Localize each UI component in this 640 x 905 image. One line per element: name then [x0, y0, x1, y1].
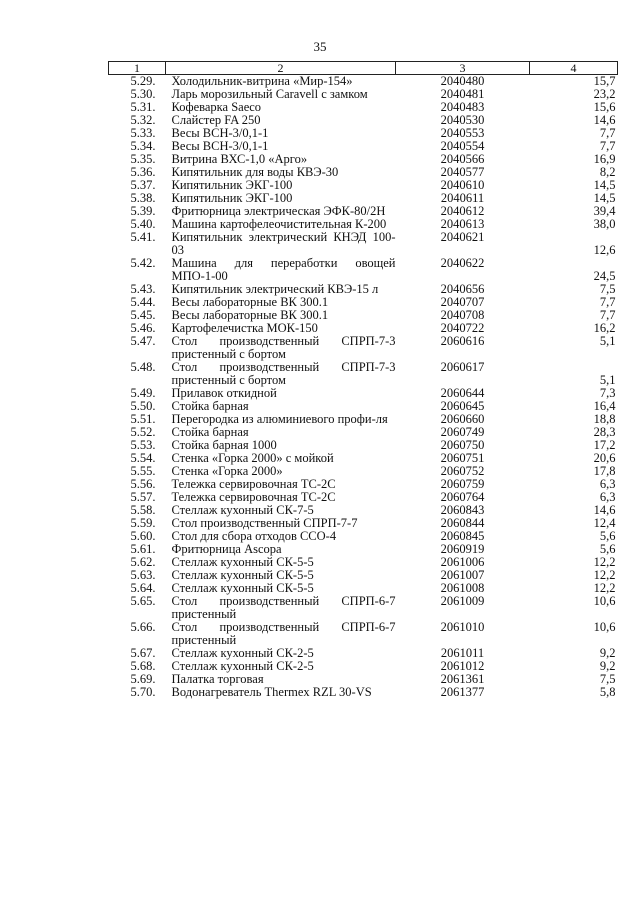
item-value: 14,6	[593, 113, 616, 127]
inventory-code: 2061012	[440, 659, 485, 673]
item-value: 10,6	[593, 594, 616, 608]
item-value: 20,6	[593, 451, 616, 465]
item-value: 12,2	[593, 555, 616, 569]
inventory-code: 2040554	[440, 139, 485, 153]
inventory-code: 2040656	[440, 282, 485, 296]
item-name: Стойка барная	[171, 425, 249, 439]
item-name: Кофеварка Saeco	[171, 100, 262, 114]
item-name: Фритюрница электрическая ЭФК-80/2Н	[171, 204, 386, 218]
item-number: 5.60.	[130, 529, 156, 543]
column-header: 2	[166, 62, 396, 75]
item-name: Стеллаж кухонный СК-5-5	[171, 581, 314, 595]
item-number: 5.59.	[130, 516, 156, 530]
item-number: 5.55.	[130, 464, 156, 478]
table-header-row	[109, 62, 618, 75]
item-number: 5.44.	[130, 295, 156, 309]
inventory-code: 2061007	[440, 568, 485, 582]
inventory-code: 2061006	[440, 555, 485, 569]
inventory-code: 2060644	[440, 386, 485, 400]
item-number: 5.31.	[130, 100, 156, 114]
item-value: 12,2	[593, 568, 616, 582]
item-name: Весы ВСН-3/0,1-1	[171, 139, 269, 153]
inventory-code: 2040480	[440, 74, 485, 88]
item-value: 5,1	[599, 373, 616, 387]
item-number: 5.68.	[130, 659, 156, 673]
item-value: 7,3	[599, 386, 616, 400]
item-name: Витрина ВХС-1,0 «Арго»	[171, 152, 308, 166]
item-name: Палатка торговая	[171, 672, 264, 686]
item-number: 5.58.	[130, 503, 156, 517]
item-value: 5,6	[599, 542, 616, 556]
inventory-code: 2060759	[440, 477, 485, 491]
item-value: 8,2	[599, 165, 616, 179]
inventory-code: 2060845	[440, 529, 485, 543]
inventory-code: 2040613	[440, 217, 485, 231]
item-name: Прилавок откидной	[171, 386, 277, 400]
inventory-code: 2060844	[440, 516, 485, 530]
item-name: Фритюрница Ascopa	[171, 542, 282, 556]
column-header: 3	[396, 62, 530, 75]
item-value: 7,7	[599, 139, 616, 153]
table-row	[109, 361, 618, 387]
item-number: 5.49.	[130, 386, 156, 400]
inventory-code: 2060919	[440, 542, 485, 556]
item-number: 5.37.	[130, 178, 156, 192]
item-name: Весы лабораторные ВК 300.1	[171, 295, 329, 309]
item-value: 28,3	[593, 425, 616, 439]
inventory-code: 2061010	[440, 620, 485, 634]
item-number: 5.39.	[130, 204, 156, 218]
item-number: 5.46.	[130, 321, 156, 335]
item-value: 14,5	[593, 191, 616, 205]
inventory-code: 2040708	[440, 308, 485, 322]
item-number: 5.53.	[130, 438, 156, 452]
item-value: 12,2	[593, 581, 616, 595]
item-number: 5.63.	[130, 568, 156, 582]
item-name: Стенка «Горка 2000»	[171, 464, 283, 478]
item-number: 5.33.	[130, 126, 156, 140]
inventory-code: 2060843	[440, 503, 485, 517]
item-name: Тележка сервировочная ТС-2С	[171, 490, 336, 504]
inventory-code: 2040722	[440, 321, 485, 335]
item-number: 5.47.	[130, 334, 156, 348]
item-value: 5,6	[599, 529, 616, 543]
item-value: 38,0	[593, 217, 616, 231]
table-row	[109, 75, 618, 89]
item-value: 9,2	[599, 646, 616, 660]
inventory-code: 2040577	[440, 165, 485, 179]
item-value: 7,5	[599, 672, 616, 686]
inventory-code: 2060764	[440, 490, 485, 504]
item-name: Ларь морозильный Caravell с замком	[171, 87, 368, 101]
item-name: Стол производственный СПРП-6-7 пристенный	[171, 594, 396, 621]
equipment-table	[108, 61, 618, 699]
column-header: 4	[530, 62, 618, 75]
item-number: 5.61.	[130, 542, 156, 556]
table-row	[109, 686, 618, 699]
item-name: Стойка барная 1000	[171, 438, 277, 452]
item-name: Стойка барная	[171, 399, 249, 413]
item-value: 7,7	[599, 295, 616, 309]
inventory-code: 2061008	[440, 581, 485, 595]
table-row	[109, 621, 618, 647]
item-name: Кипятильник ЭКГ-100	[171, 178, 293, 192]
item-number: 5.67.	[130, 646, 156, 660]
page-number: 35	[313, 39, 327, 54]
inventory-code: 2061377	[440, 685, 485, 699]
item-value: 7,7	[599, 308, 616, 322]
inventory-code: 2040483	[440, 100, 485, 114]
item-value: 14,6	[593, 503, 616, 517]
inventory-code: 2040612	[440, 204, 485, 218]
item-name: Водонагреватель Thermex RZL 30-VS	[171, 685, 372, 699]
inventory-code: 2060617	[440, 360, 485, 374]
item-name: Тележка сервировочная ТС-2С	[171, 477, 336, 491]
item-name: Кипятильник электрический КВЭ-15 л	[171, 282, 379, 296]
item-value: 15,7	[593, 74, 616, 88]
inventory-code: 2040481	[440, 87, 485, 101]
item-value: 16,9	[593, 152, 616, 166]
item-value: 7,5	[599, 282, 616, 296]
item-number: 5.40.	[130, 217, 156, 231]
item-number: 5.54.	[130, 451, 156, 465]
item-value: 14,5	[593, 178, 616, 192]
item-name: Кипятильник для воды КВЭ-30	[171, 165, 339, 179]
table-row	[109, 231, 618, 257]
item-number: 5.64.	[130, 581, 156, 595]
item-value: 12,4	[593, 516, 616, 530]
inventory-code: 2040553	[440, 126, 485, 140]
item-number: 5.38.	[130, 191, 156, 205]
inventory-code: 2060645	[440, 399, 485, 413]
inventory-code: 2040610	[440, 178, 485, 192]
item-name: Кипятильник электрический КНЭД 100-03	[171, 230, 396, 257]
item-name: Стол производственный СПРП-6-7 пристенный	[171, 620, 396, 647]
inventory-code: 2060750	[440, 438, 485, 452]
item-name: Стол производственный СПРП-7-3 пристенный с бортом	[171, 360, 396, 387]
item-number: 5.30.	[130, 87, 156, 101]
item-number: 5.45.	[130, 308, 156, 322]
inventory-code: 2040621	[440, 230, 485, 244]
item-value: 17,8	[593, 464, 616, 478]
item-value: 10,6	[593, 620, 616, 634]
item-number: 5.62.	[130, 555, 156, 569]
item-value: 16,4	[593, 399, 616, 413]
table-body	[109, 75, 618, 700]
item-number: 5.66.	[130, 620, 156, 634]
item-number: 5.36.	[130, 165, 156, 179]
item-number: 5.42.	[130, 256, 156, 270]
item-value: 17,2	[593, 438, 616, 452]
item-name: Стеллаж кухонный СК-7-5	[171, 503, 314, 517]
item-value: 6,3	[599, 477, 616, 491]
table-row	[109, 257, 618, 283]
item-name: Машина картофелеочистительная К-200	[171, 217, 387, 231]
item-number: 5.65.	[130, 594, 156, 608]
item-name: Кипятильник ЭКГ-100	[171, 191, 293, 205]
item-name: Стеллаж кухонный СК-5-5	[171, 555, 314, 569]
item-value: 12,6	[593, 243, 616, 257]
table-row	[109, 335, 618, 361]
item-name: Холодильник-витрина «Мир-154»	[171, 74, 353, 88]
item-name: Стенка «Горка 2000» с мойкой	[171, 451, 334, 465]
item-name: Картофелечистка МОК-150	[171, 321, 318, 335]
item-number: 5.51.	[130, 412, 156, 426]
item-number: 5.43.	[130, 282, 156, 296]
inventory-code: 2061011	[440, 646, 485, 660]
item-value: 16,2	[593, 321, 616, 335]
item-name: Стол производственный СПРП-7-3 пристенный с бортом	[171, 334, 396, 361]
item-name: Стеллаж кухонный СК-5-5	[171, 568, 314, 582]
inventory-code: 2040707	[440, 295, 485, 309]
item-name: Стеллаж кухонный СК-2-5	[171, 659, 314, 673]
item-name: Весы ВСН-3/0,1-1	[171, 126, 269, 140]
item-number: 5.34.	[130, 139, 156, 153]
item-number: 5.48.	[130, 360, 156, 374]
item-name: Весы лабораторные ВК 300.1	[171, 308, 329, 322]
inventory-code: 2040611	[440, 191, 485, 205]
item-number: 5.52.	[130, 425, 156, 439]
item-number: 5.35.	[130, 152, 156, 166]
inventory-code: 2061361	[440, 672, 485, 686]
item-number: 5.69.	[130, 672, 156, 686]
inventory-code: 2060660	[440, 412, 485, 426]
inventory-code: 2060749	[440, 425, 485, 439]
item-value: 15,6	[593, 100, 616, 114]
item-name: Слайстер FA 250	[171, 113, 261, 127]
item-value: 6,3	[599, 490, 616, 504]
inventory-code: 2060616	[440, 334, 485, 348]
item-name: Стол для сбора отходов ССО-4	[171, 529, 337, 543]
item-value: 5,8	[599, 685, 616, 699]
item-number: 5.56.	[130, 477, 156, 491]
item-number: 5.50.	[130, 399, 156, 413]
item-name: Перегородка из алюминиевого профи-ля	[171, 412, 388, 426]
inventory-code: 2060752	[440, 464, 485, 478]
column-header: 1	[109, 62, 166, 75]
item-name: Стеллаж кухонный СК-2-5	[171, 646, 314, 660]
inventory-code: 2040566	[440, 152, 485, 166]
table-row	[109, 595, 618, 621]
item-value: 7,7	[599, 126, 616, 140]
item-value: 5,1	[599, 334, 616, 348]
item-value: 9,2	[599, 659, 616, 673]
item-number: 5.41.	[130, 230, 156, 244]
item-value: 23,2	[593, 87, 616, 101]
item-number: 5.29.	[130, 74, 156, 88]
item-value: 39,4	[593, 204, 616, 218]
item-number: 5.70.	[130, 685, 156, 699]
inventory-code: 2040622	[440, 256, 485, 270]
inventory-code: 2040530	[440, 113, 485, 127]
item-value: 18,8	[593, 412, 616, 426]
item-number: 5.57.	[130, 490, 156, 504]
item-number: 5.32.	[130, 113, 156, 127]
item-name: Стол производственный СПРП-7-7	[171, 516, 358, 530]
item-name: Машина для переработки овощей МПО-1-00	[171, 256, 396, 283]
inventory-code: 2060751	[440, 451, 485, 465]
inventory-code: 2061009	[440, 594, 485, 608]
item-value: 24,5	[593, 269, 616, 283]
